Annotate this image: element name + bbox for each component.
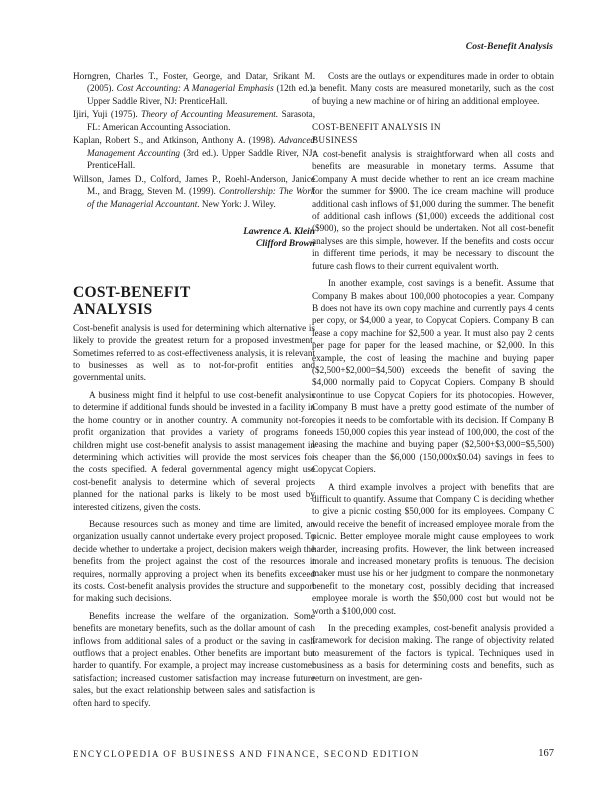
reference-entry: Horngren, Charles T., Foster, George, and Datar, Srikant M. (2005). Cost Accounting: A Managerial Emphasis (12th ed.). Upper Saddle River, NJ: PrenticeHall. [73, 71, 315, 106]
paragraph: In the preceding examples, cost-benefit analysis provided a framework for decision making. The range of objectivity related to measurement of the factors is typical. Techniques used in business as a basis for determining costs and benefits, such as return on investment, are gen- [312, 623, 554, 683]
paragraph: In another example, cost savings is a benefit. Assume that Company B makes about 100,000 photocopies a year. Company B does not have its own copy machine and currently pays 4 cents per copy, or $4,000 a year, to Copycat Copiers. Company B can lease a copy machine for $2,500 a year. It must also pay 2 cents per page for paper for the leased machine, or $2,000. In this example, the cost of leasing the machine and buying paper ($2,500+$2,000=$4,500) exceeds the benefit of saving the $4,000 normally paid to Copycat Copiers. Company B should continue to use Copycat Copiers for its photocopies. However, Company B must have a pretty good estimate of the number of copies it needs to be comfortable with its decision. If Company B needs 150,000 copies this year instead of 100,000, the cost of the leasing the machine and buying paper ($2,500+$3,000=$5,500) is cheaper than the $6,000 (150,000x$0.04) savings in fees to Copycat Copiers. [312, 278, 554, 475]
left-column [73, 70, 315, 709]
reference-entry: Ijiri, Yuji (1975). Theory of Accounting Measurement. Sarasota, FL: American Accounting Association. [73, 109, 316, 132]
section-title: COST-BENEFIT ANALYSIS [73, 283, 191, 318]
bibliography [73, 70, 315, 210]
reference-entry: Kaplan, Robert S., and Atkinson, Anthony A. (1998). Advanced Management Accounting (3rd ed.). Upper Saddle River, NJ: PrenticeHall. [73, 135, 315, 171]
running-head: Cost-Benefit Analysis [465, 41, 553, 52]
paragraph: Costs are the outlays or expenditures made in order to obtain a benefit. Many costs are measured monetarily, such as the cost of buying a new machine or of hiring an additional employee. [312, 71, 554, 106]
subsection-heading: COST-BENEFIT ANALYSIS IN BUSINESS [312, 122, 441, 145]
paragraph: Benefits increase the welfare of the organization. Some benefits are monetary benefits, such as the dollar amount of cash inflows from additional sales of a product or the saving in cash outflows that a project enables. Other benefits are important but harder to quantify. For example, a project may increase customer satisfaction; increased customer satisfaction may increase future sales, but the exact relationship between sales and satisfaction is often hard to specify. [73, 610, 315, 708]
author-name: Lawrence A. Klein [243, 227, 315, 238]
paragraph: Because resources such as money and time are limited, an organization usually cannot undertake every project proposed. To decide whether to undertake a project, decision makers weigh the benefits from the project against the cost of the resources it requires, normally approving a project when its benefits exceed its costs. Cost-benefit analysis provides the structure and support for making such decisions. [73, 518, 315, 604]
publication-title: ENCYCLOPEDIA OF BUSINESS AND FINANCE, SECOND EDITION [73, 749, 420, 759]
reference-entry: Willson, James D., Colford, James P., Roehl-Anderson, Janice M., and Bragg, Steven M. (1999). Controllership: The Work of the Managerial Accountant. New York: J. Wiley. [73, 173, 316, 209]
article-authors [73, 226, 315, 251]
paragraph: Cost-benefit analysis is used for determining which alternative is likely to provide the greatest return for a proposed investment. Sometimes referred to as cost-effectiveness analysis, it is relevant to businesses as well as to not-for-profit entities and governmental units. [73, 322, 315, 383]
right-column [312, 70, 554, 684]
author-name: Clifford Brown [256, 239, 315, 250]
paragraph: A business might find it helpful to use cost-benefit analysis to determine if additional funds should be invested in a facility in the home country or in another country. A community not-for-profit organization that provides a variety of programs for children might use cost-benefit analysis to assist management in determining which activities will provide the most services for the costs specified. A federal governmental agency might use cost-benefit analysis to determine which of several projects planned for the national parks is likely to be most used by interested citizens, given the costs. [73, 389, 315, 512]
paragraph: A cost-benefit analysis is straightforward when all costs and benefits are measurable in monetary terms. Assume that Company A must decide whether to rent an ice cream machine for the summer for $900. The ice cream machine will produce additional cash inflows of $1,000 during the summer. The benefit of additional cash inflows ($1,000) exceeds the additional cost ($900), so the project should be undertaken. Not all cost-benefit analyses are this simple, however. If the benefits and costs occur in different time periods, it may be necessary to discount the future cash flows to their current equivalent worth. [312, 149, 554, 271]
page-number: 167 [538, 748, 554, 759]
paragraph: A third example involves a project with benefits that are difficult to quantify. Assume that Company C is deciding whether to give a picnic costing $50,000 for its employees. Company C would receive the benefit of increased employee morale from the picnic. Better employee morale might cause employees to work harder, increasing profits. However, the link between increased morale and increased monetary profits is tenuous. The decision maker must use his or her judgment to compare the nonmonetary benefit to the monetary cost, possibly deciding that increased employee morale is worth the $50,000 cost but would not be worth a $100,000 cost. [312, 481, 554, 616]
